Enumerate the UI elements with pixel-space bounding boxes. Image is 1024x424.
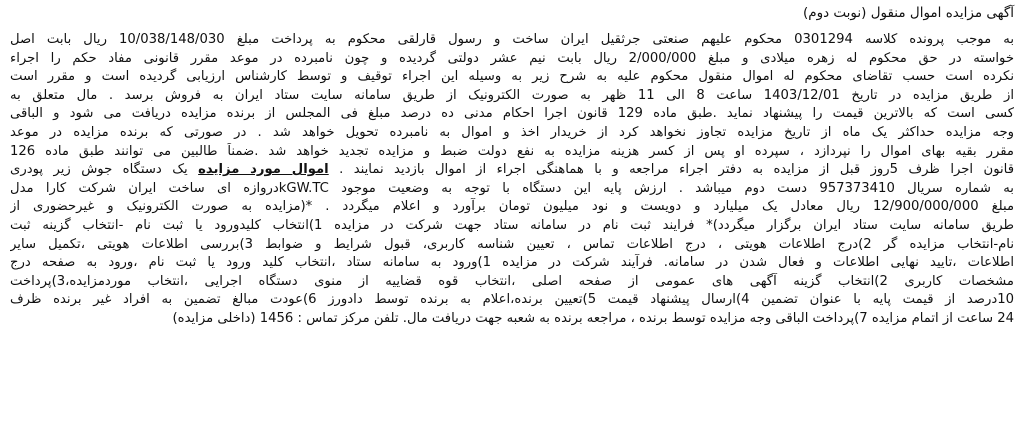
notice-line: مقرر بقیه بهای اموال را نپردازد ، سپرده او پس از کسر هزینه مزایده به نفع دولت ضبط و مزایده تجدید خواهد شد .ضمناً طالبین می توانند طبق ماده 126 xyxy=(10,143,1014,159)
auction-item-heading: اموال مورد مزایده xyxy=(198,162,329,178)
notice-line: به شماره سریال 957373410 دست دوم میباشد . ارزش پایه این دستگاه با توجه به وضعیت موجود kGW.TCدروازه ای ساخت ایران شرکت کارا مدل xyxy=(10,180,1014,196)
notice-line: نکرده است حسب تقاضای محکوم له اموال منقول محکوم علیه به شرح زیر به وسیله این اجراء توقیف و توسط کارشناس ارزیابی گردیده است و مقرر است xyxy=(10,69,1014,85)
notice-line: به موجب پرونده کلاسه 0301294 محکوم علیهم صنعتی جرثقیل ایران ساخت و رسول قارلقی محکوم به پرداخت مبلغ 10/038/148/030 ریال بابت اصل xyxy=(10,32,1014,47)
notice-line: 24 ساعت از اتمام مزایده 7)پرداخت الباقی وجه مزایده توسط برنده ، مراجعه برنده به شعبه جهت دریافت مال. تلفن مرکز تماس : 1456 (داخلی مزایده) xyxy=(172,310,1014,326)
notice-line-part: یک دستگاه جوش زیر پودری xyxy=(10,162,199,178)
notice-line: نام-انتخاب مزایده گر 2)درج اطلاعات هویتی ، درج اطلاعات تماس ، تعیین شناسه کاربری، قبول شرایط و ضوابط 3)بررسی اطلاعات هویتی ،تکمیل سایر xyxy=(10,236,1014,252)
notice-body xyxy=(10,31,1014,329)
notice-line: وجه مزایده حداکثر یک ماه از تاریخ مزایده تجاوز نخواهد کرد از خریدار اخذ و اموال به نامبرده تحویل خواهد شد . در صورتی که برنده مزایده در موعد xyxy=(10,124,1014,140)
notice-line: کسی است که بالاترین قیمت را پیشنهاد نماید .طبق ماده 129 قانون اجرا احکام مدنی ده درصد مبلغ فی المجلس از برنده مزایده دریافت می شود و الباقی xyxy=(10,106,1014,122)
notice-line: از طریق مزایده در تاریخ 1403/12/01 ساعت 8 الی 11 ظهر به صورت الکترونیک از طریق سامانه سایت ستاد ایران به فروش برسد . مال متعلق به xyxy=(10,87,1014,103)
notice-line-part: قانون اجرا ظرف 5روز قبل از مزایده به دفتر اجراء مراجعه و با هماهنگی اجراء از اموال بازدید نمایند . xyxy=(328,162,1014,178)
notice-line: خواسته در حق محکوم له زهره میلادی و مبلغ 2/000/000 ریال بابت نیم عشر دولتی گردیده و چون نامبرده در موعد مقرر قانونی مفاد حکم را اجراء xyxy=(10,50,1014,66)
notice-line-with-highlight xyxy=(10,161,1014,180)
notice-line: 10درصد از قیمت پایه با عنوان تضمین 4)ارسال پیشنهاد قیمت 5)تعیین برنده،اعلام به برنده توسط دادورز 6)عودت مبالغ تضمین به افراد غیر برنده ظرف xyxy=(10,292,1014,308)
notice-line: مشخصات کاربری 2)انتخاب گزینه آگهی های عمومی از صفحه اصلی ،انتخاب قوه قضاییه از منوی دستگاه اجرایی ،انتخاب موردمزایده،3)پرداخت xyxy=(10,273,1014,289)
notice-line: اطلاعات ،تایید نهایی اطلاعات و فعال شدن در سامانه. فرآیند شرکت در مزایده 1)ورود به سامانه ستاد ،انتخاب کلید ورود یا ثبت نام ،ورود به صفحه درج xyxy=(10,255,1014,271)
notice-line: طریق سامانه سایت ستاد ایران برگزار میگردد)* فرایند ثبت نام در سامانه ستاد جهت شرکت در مزایده 1)انتخاب کلیدورود یا ثبت نام -انتخاب گزینه ثبت xyxy=(10,217,1014,233)
notice-title: آگهی مزایده اموال منقول (نوبت دوم) xyxy=(802,5,1014,21)
notice-line: مبلغ 12/900/000/000 ریال معادل یک میلیارد و دویست و نود میلیون تومان برآورد و اعلام میگردد . *(مزایده به صورت الکترونیک و غیرحضوری از xyxy=(10,199,1014,215)
